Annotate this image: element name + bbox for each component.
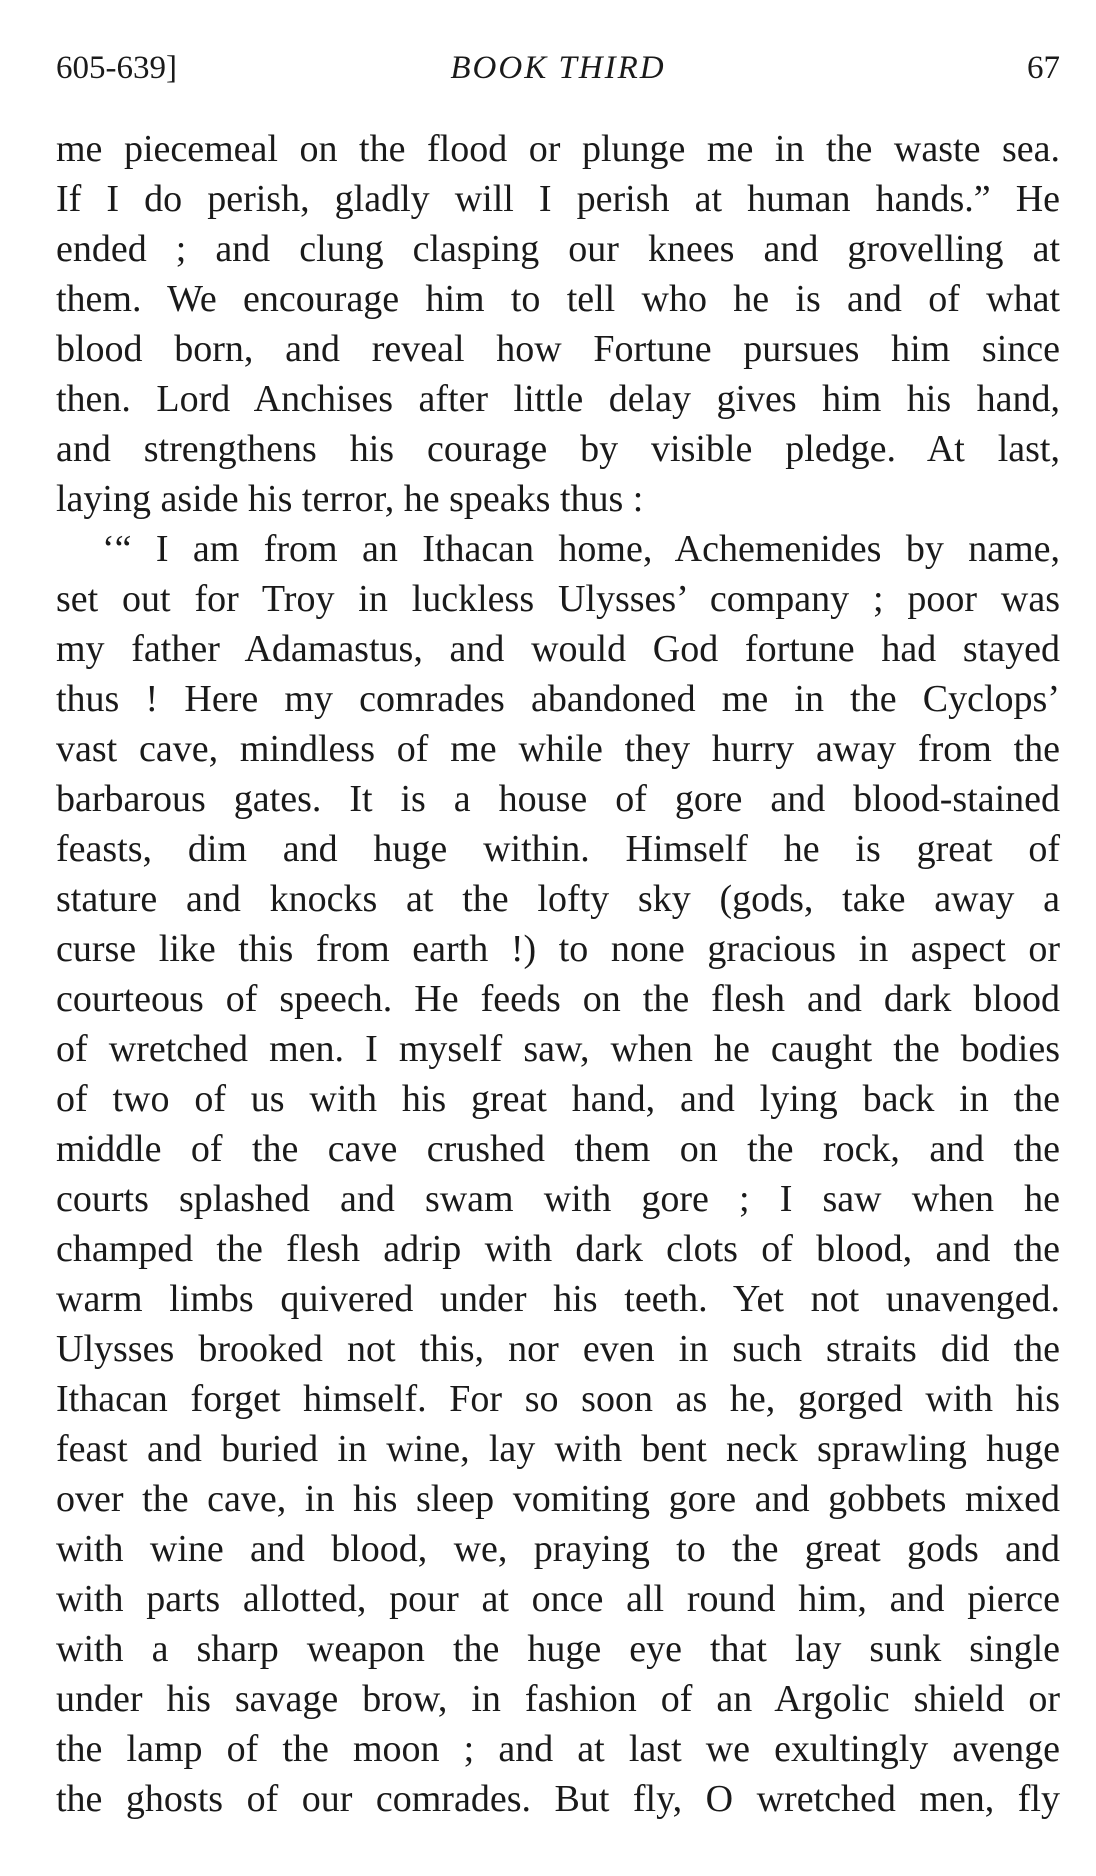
text-line: curse like this from earth !) to none gracious in aspect or	[56, 928, 1060, 970]
text-line: warm limbs quivered under his teeth. Yet not unavenged.	[56, 1278, 1060, 1320]
text-line: feasts, dim and huge within. Himself he is great of	[56, 828, 1060, 870]
text-line: thus ! Here my comrades abandoned me in the Cyclops’	[56, 678, 1060, 720]
text-line: of two of us with his great hand, and lying back in the	[56, 1078, 1060, 1120]
text-line: blood born, and reveal how Fortune pursues him since	[56, 328, 1060, 370]
text-line: courteous of speech. He feeds on the flesh and dark blood	[56, 978, 1060, 1020]
text-line: ended ; and clung clasping our knees and grovelling at	[56, 228, 1060, 270]
text-line: my father Adamastus, and would God fortune had stayed	[56, 628, 1060, 670]
text-line: courts splashed and swam with gore ; I saw when he	[56, 1178, 1060, 1220]
text-line: them. We encourage him to tell who he is and of what	[56, 278, 1060, 320]
text-line: me piecemeal on the flood or plunge me in the waste sea.	[56, 128, 1060, 170]
text-line: middle of the cave crushed them on the rock, and the	[56, 1128, 1060, 1170]
text-line: laying aside his terror, he speaks thus :	[56, 478, 644, 520]
page-number: 67	[1027, 50, 1060, 86]
text-line: vast cave, mindless of me while they hurry away from the	[56, 728, 1060, 770]
text-line: under his savage brow, in fashion of an Argolic shield or	[56, 1678, 1060, 1720]
text-line: If I do perish, gladly will I perish at human hands.” He	[56, 178, 1060, 220]
body-text	[56, 124, 1060, 1824]
text-line: set out for Troy in luckless Ulysses’ company ; poor was	[56, 578, 1060, 620]
text-line: with parts allotted, pour at once all round him, and pierce	[56, 1578, 1060, 1620]
text-line: and strengthens his courage by visible pledge. At last,	[56, 428, 1060, 470]
text-line: stature and knocks at the lofty sky (gods, take away a	[56, 878, 1060, 920]
text-line: barbarous gates. It is a house of gore and blood-stained	[56, 778, 1060, 820]
text-line: Ithacan forget himself. For so soon as he, gorged with his	[56, 1378, 1060, 1420]
text-line: champed the flesh adrip with dark clots of blood, and the	[56, 1228, 1060, 1270]
text-line: the ghosts of our comrades. But fly, O wretched men, fly	[56, 1778, 1060, 1820]
text-line: the lamp of the moon ; and at last we exultingly avenge	[56, 1728, 1060, 1770]
text-line: feast and buried in wine, lay with bent neck sprawling huge	[56, 1428, 1060, 1470]
running-head	[56, 44, 1060, 92]
text-line: then. Lord Anchises after little delay gives him his hand,	[56, 378, 1060, 420]
text-line: of wretched men. I myself saw, when he caught the bodies	[56, 1028, 1060, 1070]
text-line: with wine and blood, we, praying to the great gods and	[56, 1528, 1060, 1570]
text-line: Ulysses brooked not this, nor even in such straits did the	[56, 1328, 1060, 1370]
text-line: with a sharp weapon the huge eye that lay sunk single	[56, 1628, 1060, 1670]
book-title: BOOK THIRD	[450, 50, 666, 86]
paragraph-first-line: ‘“ I am from an Ithacan home, Achemenides by name,	[102, 528, 1060, 570]
line-range: 605-639]	[56, 50, 177, 86]
text-line: over the cave, in his sleep vomiting gore and gobbets mixed	[56, 1478, 1060, 1520]
